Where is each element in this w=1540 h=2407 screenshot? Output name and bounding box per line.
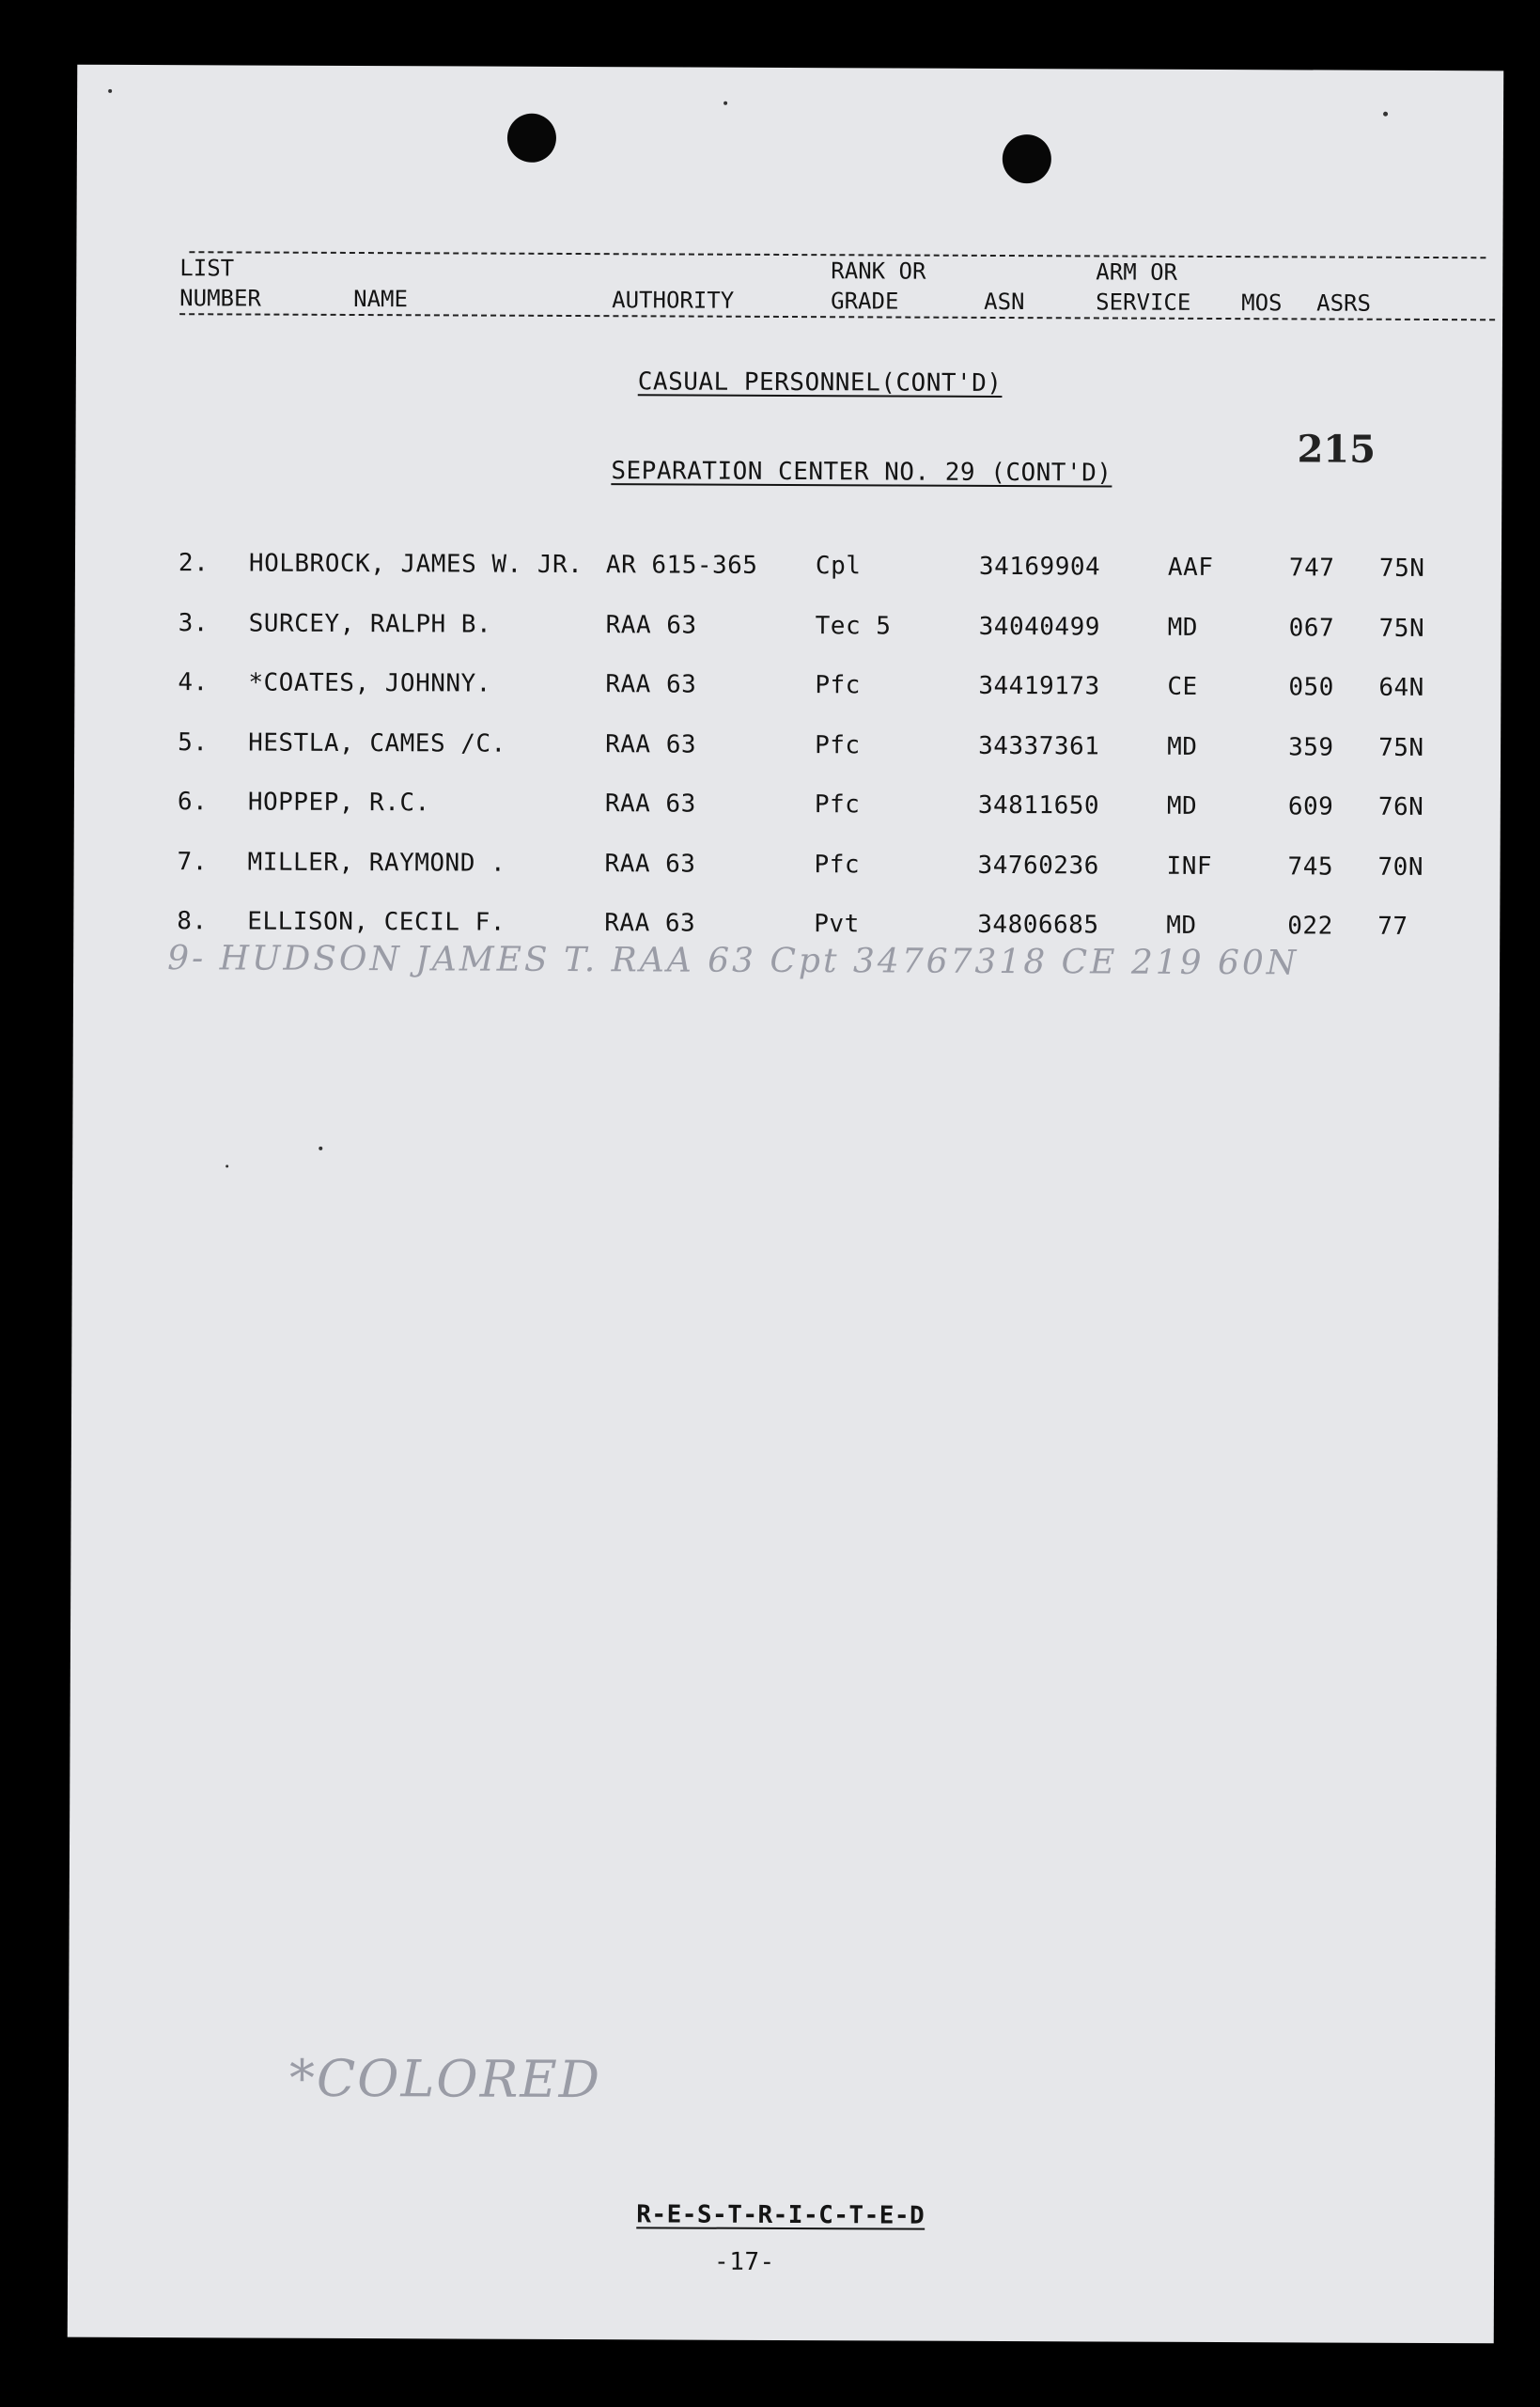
row-number: 6. [177,788,209,817]
table-row [75,608,1501,652]
classification-footer: R-E-S-T-R-I-C-T-E-D [636,2200,926,2230]
row-number: 3. [178,608,210,637]
row-grade: Pfc [815,671,861,700]
row-asrs: 70N [1377,852,1424,882]
row-asrs: 75N [1378,733,1424,762]
row-authority: AR 615-365 [605,551,758,580]
row-number: 4. [178,668,209,697]
row-name: SURCEY, RALPH B. [248,609,492,639]
row-name: HOLBROCK, JAMES W. JR. [248,549,583,580]
footer-page-number: -17- [714,2247,775,2276]
row-asn: 34169904 [978,552,1101,582]
header-rank-2: GRADE [831,288,899,315]
punch-hole-right [1003,134,1051,183]
paper-speck [1383,112,1388,117]
row-authority: RAA 63 [605,729,697,759]
row-name: HOPPEP, R.C. [247,788,430,818]
paper-speck [108,89,112,93]
row-grade: Pvt [814,910,860,939]
header-arm-1: ARM OR [1096,258,1178,286]
row-service: AAF [1167,553,1214,582]
row-service: MD [1167,732,1198,761]
row-service: MD [1166,791,1198,821]
row-mos: 609 [1287,792,1334,821]
row-grade: Pfc [814,850,861,879]
header-name: NAME [353,285,409,313]
row-name: *COATES, JOHNNY. [248,668,491,698]
row-asn: 34040499 [978,612,1100,641]
header-rank-1: RANK OR [831,258,926,285]
row-mos: 745 [1287,852,1334,882]
row-grade: Pfc [815,730,861,759]
row-name: ELLISON, CECIL F. [247,907,506,937]
table-row [73,847,1500,891]
row-name: MILLER, RAYMOND . [247,847,506,878]
row-service: MD [1166,911,1197,940]
row-grade: Tec 5 [815,611,892,640]
table-row [74,788,1501,832]
header-asn: ASN [984,288,1025,316]
row-service: CE [1167,672,1198,701]
row-mos: 067 [1288,613,1335,643]
row-mos: 747 [1288,554,1335,583]
row-authority: RAA 63 [604,909,696,938]
row-service: MD [1167,613,1199,642]
row-name: HESTLA, CAMES /C. [248,728,506,758]
row-authority: RAA 63 [604,849,696,879]
row-mos: 050 [1288,673,1334,702]
row-service: INF [1166,852,1213,881]
header-list-number-1: LIST [179,255,235,282]
row-asn: 34760236 [977,851,1099,880]
header-mos: MOS [1241,289,1283,317]
row-number: 8. [177,907,208,936]
header-bottom-rule [179,313,1495,320]
row-mos: 022 [1287,912,1333,941]
handwritten-colored-note: *COLORED [288,2048,602,2110]
row-asn: 34806685 [977,910,1099,940]
table-row [75,549,1501,593]
row-mos: 359 [1288,732,1334,762]
section-title: CASUAL PERSONNEL(CONT'D) [637,367,1003,398]
handwritten-row-9: 9- HUDSON JAMES T. RAA 63 Cpt 34767318 CE 219 60N [167,939,1299,983]
paper-speck [226,1164,228,1167]
table-row [74,727,1501,772]
row-number: 2. [178,549,210,578]
row-grade: Cpl [815,552,862,581]
subsection-title: SEPARATION CENTER NO. 29 (CONT'D) [611,457,1112,488]
punch-hole-left [507,114,556,163]
row-number: 5. [178,727,209,757]
paper-speck [319,1147,322,1150]
row-authority: RAA 63 [605,610,697,640]
header-arm-2: SERVICE [1096,289,1191,316]
row-number: 7. [177,847,208,876]
row-asrs: 64N [1378,673,1424,702]
row-asn: 34419173 [978,671,1100,701]
row-authority: RAA 63 [605,670,697,699]
table-header [77,65,1503,317]
row-asrs: 75N [1378,554,1425,583]
row-asn: 34337361 [978,731,1100,760]
table-row [74,668,1501,712]
row-grade: Pfc [814,790,861,820]
row-asrs: 77 [1377,912,1408,941]
row-authority: RAA 63 [604,789,696,819]
row-asrs: 75N [1378,614,1425,643]
row-asn: 34811650 [977,790,1100,821]
header-list-number-2: NUMBER [179,285,261,312]
header-authority: AUTHORITY [612,287,735,314]
header-asrs: ASRS [1316,289,1372,317]
paper-speck [723,102,727,105]
row-asrs: 76N [1377,792,1424,821]
document-page [68,65,1504,2344]
handwritten-page-number: 215 [1297,427,1377,472]
